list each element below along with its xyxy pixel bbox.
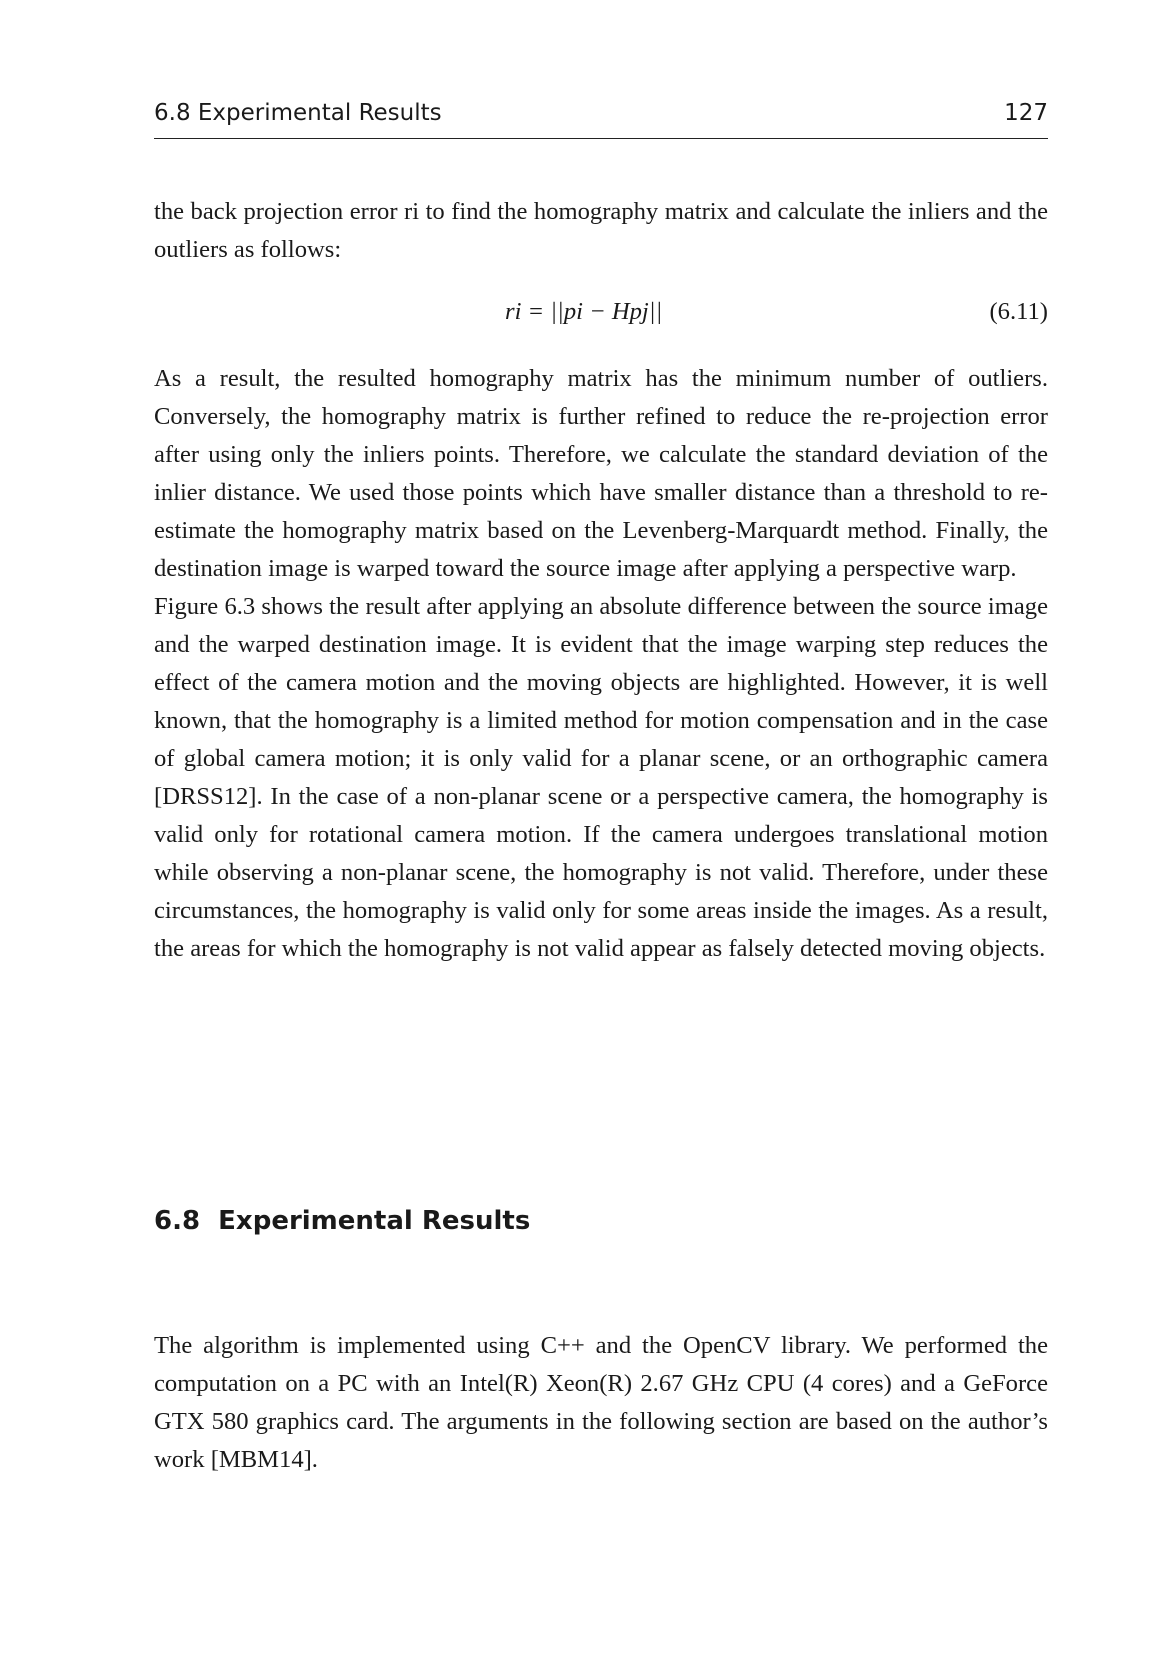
section-paragraph: The algorithm is implemented using C++ and the OpenCV library. We performed the computation on a PC with an Intel(R) Xeon(R) 2.67 GHz CPU (4 cores) and a GeForce GTX 580 graphics card. The arguments in the following section are based on the author’s work [MBM14]. [154, 1332, 1048, 1473]
equation-number: (6.11) [989, 298, 1048, 325]
paragraph-outliers: As a result, the resulted homography matrix has the minimum number of outliers. Conversely, the homography matrix is further refined to reduce the re-projection error after using only the inliers points. Therefore, we calculate the standard deviation of the inlier distance. We used those points which have smaller distance than a threshold to re-estimate the homography matrix based on the Levenberg-Marquardt method. Finally, the destination image is warped toward the source image after applying a perspective warp. [154, 365, 1048, 582]
running-header [154, 100, 1048, 139]
paragraph-figure-6-3: Figure 6.3 shows the result after applying an absolute difference between the source image and the warped destination image. It is evident that the image warping step reduces the effect of the camera motion and the moving objects are highlighted. However, it is well known, that the homography is a limited method for motion compensation and in the case of global camera motion; it is only valid for a planar scene, or an orthographic camera [DRSS12]. In the case of a non-planar scene or a perspective camera, the homography is valid only for rotational camera motion. If the camera undergoes translational motion while observing a non-planar scene, the homography is not valid. Therefore, under these circumstances, the homography is valid only for some areas inside the images. As a result, the areas for which the homography is not valid appear as falsely detected moving objects. [154, 593, 1048, 962]
equation-formula: ri = ||pi − Hpj|| [505, 298, 663, 325]
header-page-number: 127 [1004, 100, 1048, 126]
section-number: 6.8 [154, 1206, 201, 1236]
main-text-block [154, 360, 1048, 968]
section-text-block [154, 1327, 1048, 1479]
intro-text-block [154, 193, 1048, 269]
section-title: Experimental Results [218, 1206, 531, 1236]
intro-paragraph: the back projection error ri to find the homography matrix and calculate the inliers and the outliers as follows: [154, 198, 1048, 263]
header-section-title: 6.8 Experimental Results [154, 100, 442, 126]
section-heading [154, 1206, 530, 1236]
equation-6-11 [154, 298, 1048, 338]
